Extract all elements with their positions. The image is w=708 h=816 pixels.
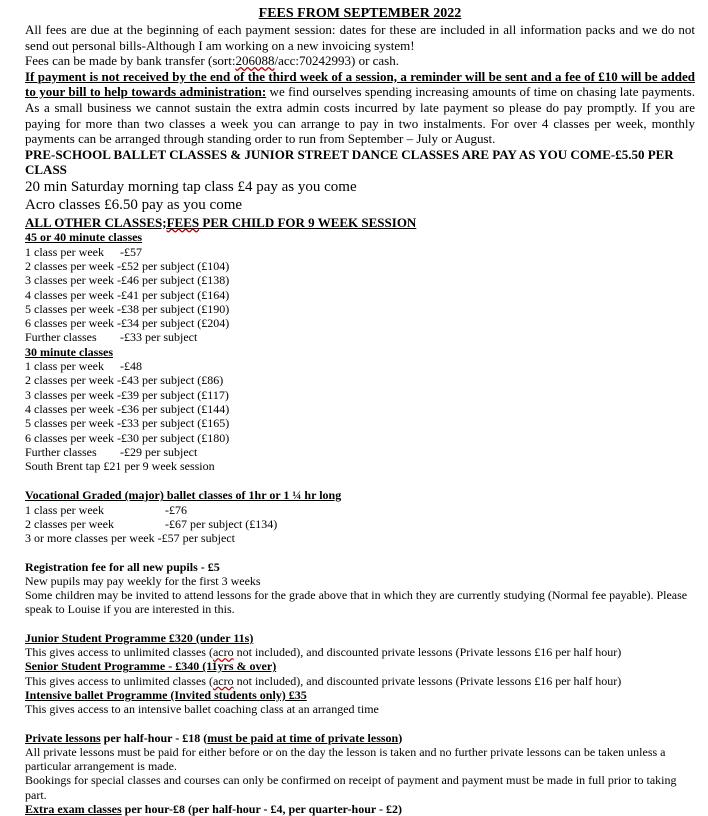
section-45-further [25, 330, 695, 344]
extra-exam-heading [25, 802, 695, 816]
spacer [25, 546, 695, 560]
bank-pre: Fees can be made by bank transfer (sort: [25, 53, 236, 69]
acro-class-line: Acro classes £6.50 pay as you come [25, 197, 243, 214]
vocational-more: 3 or more classes per week -£57 per subject [25, 531, 235, 546]
late-payment-warning: If payment is not received by the end of the third week of a session, a reminder will be sent and a fee of £10 will be added to your bill to help towards administration: [25, 68, 695, 100]
vocational-label: 2 classes per week [25, 516, 114, 531]
registration-line: Some children may be invited to attend lessons for the grade above that in which they are currently studying (Normal fee payable). Please speak to Louise if you are interested in this. [25, 588, 688, 617]
intro-line: All fees are due at the beginning of each payment session: dates for these are included in all information packs and we do not send out personal bills-Although I am working on a new invoicing system! [25, 22, 695, 53]
spacer [25, 717, 695, 731]
first-label: 1 class per week [25, 244, 104, 259]
private-lessons-text: All private lessons must be paid for either before or on the day the lesson is taken and no further private lessons can be taken unless a particular arrangement is made. [25, 744, 666, 774]
private-lessons-heading [25, 731, 695, 745]
further-value: -£29 per subject [120, 444, 198, 459]
other-fees: FEES [166, 214, 200, 230]
section-30-line: 3 classes per week -£39 per subject (£117) [25, 387, 229, 402]
junior-programme-heading: Junior Student Programme £320 (under 11s) [25, 630, 254, 645]
section-30-line: 2 classes per week -£43 per subject (£86) [25, 373, 224, 388]
section-45-line: 5 classes per week -£38 per subject (£190) [25, 301, 230, 316]
text-part: This gives access to unlimited classes ( [25, 673, 213, 688]
text-part: per half-hour - £18 ( [100, 730, 208, 745]
senior-programme-text [25, 674, 695, 688]
bank-sort-code: 206088 [235, 53, 275, 69]
section-30-line: 6 classes per week -£30 per subject (£180) [25, 430, 230, 445]
section-30-first [25, 359, 695, 373]
booking-text: Bookings for special classes and courses can only be confirmed on receipt of payment and payment must be made in full prior to taking part. [25, 773, 677, 802]
section-45-line: 3 classes per week -£46 per subject (£138) [25, 273, 230, 288]
registration-line: New pupils may pay weekly for the first 3 weeks [25, 573, 261, 588]
first-value: -£48 [120, 359, 142, 374]
text-part: not included), and discounted private lessons (Private lessons £16 per half hour) [233, 673, 622, 688]
late-payment-text: we find ourselves spending increasing amounts of time on chasing late payments. As a small business we cannot sustain the extra admin costs incurred by late payment so please do pay promptly. If you are paying for more than two classes a week you can arrange to pay in two instalments. For over 4 classes per week, monthly payments can be arranged through standing order to run from September – July or August. [25, 84, 695, 147]
section-45-line: 6 classes per week -£34 per subject (£204) [25, 316, 230, 331]
registration-heading: Registration fee for all new pupils - £5 [25, 559, 220, 574]
spacer [25, 473, 695, 488]
vocational-value: -£67 per subject (£134) [165, 516, 278, 531]
intensive-programme-heading: Intensive ballet Programme (Invited students only) £35 [25, 687, 307, 702]
text-part: Private lessons [25, 730, 101, 745]
intro-text [25, 22, 695, 69]
vocational-row [25, 503, 695, 517]
text-part: not included), and discounted private lessons (Private lessons £16 per half hour) [233, 645, 622, 660]
text-part: acro [212, 673, 234, 688]
section-45-heading: 45 or 40 minute classes [25, 230, 143, 245]
text-part: acro [212, 645, 234, 660]
section-30-line: 4 classes per week -£36 per subject (£144) [25, 401, 230, 416]
further-label: Further classes [25, 444, 97, 459]
section-30-line: 5 classes per week -£33 per subject (£165) [25, 416, 230, 431]
text-part: per hour-£8 (per half-hour - £4, per quarter-hour - £2) [121, 802, 402, 816]
payg-notice: PRE-SCHOOL BALLET CLASSES & JUNIOR STREET DANCE CLASSES ARE PAY AS YOU COME-£5.50 PER CLASS [25, 146, 674, 178]
intensive-programme-text: This gives access to an intensive ballet coaching class at an arranged time [25, 702, 379, 717]
other-post: PER CHILD FOR 9 WEEK SESSION [199, 214, 417, 230]
tap-class-line: 20 min Saturday morning tap class £4 pay as you come [25, 178, 357, 195]
section-30-heading: 30 minute classes [25, 344, 113, 359]
text-part: ) [398, 730, 403, 745]
junior-programme-text [25, 645, 695, 659]
section-45-line: 4 classes per week -£41 per subject (£164) [25, 287, 230, 302]
further-value: -£33 per subject [120, 330, 198, 345]
text-part: must be paid at time of private lesson [207, 730, 399, 745]
senior-programme-heading: Senior Student Programme - £340 (11yrs & over) [25, 659, 277, 674]
section-30-further [25, 445, 695, 459]
other-classes-heading [25, 215, 695, 231]
first-label: 1 class per week [25, 359, 104, 374]
further-label: Further classes [25, 330, 97, 345]
spacer [25, 617, 695, 631]
bank-rest: /acc:70242993) or cash. [274, 53, 399, 69]
vocational-heading: Vocational Graded (major) ballet classes of 1hr or 1 ¼ hr long [25, 488, 342, 503]
section-45-line: 2 classes per week -£52 per subject (£104) [25, 258, 230, 273]
vocational-row [25, 517, 695, 531]
vocational-value: -£76 [165, 502, 187, 517]
other-pre: ALL OTHER CLASSES; [25, 214, 167, 230]
first-value: -£57 [120, 244, 142, 259]
page-title: FEES FROM SEPTEMBER 2022 [258, 6, 462, 21]
vocational-label: 1 class per week [25, 502, 104, 517]
text-part: Extra exam classes [25, 802, 122, 816]
south-brent-line: South Brent tap £21 per 9 week session [25, 459, 215, 474]
fee-document [25, 5, 695, 816]
text-part: This gives access to unlimited classes ( [25, 645, 213, 660]
section-45-first [25, 245, 695, 259]
late-payment-paragraph [25, 69, 695, 147]
